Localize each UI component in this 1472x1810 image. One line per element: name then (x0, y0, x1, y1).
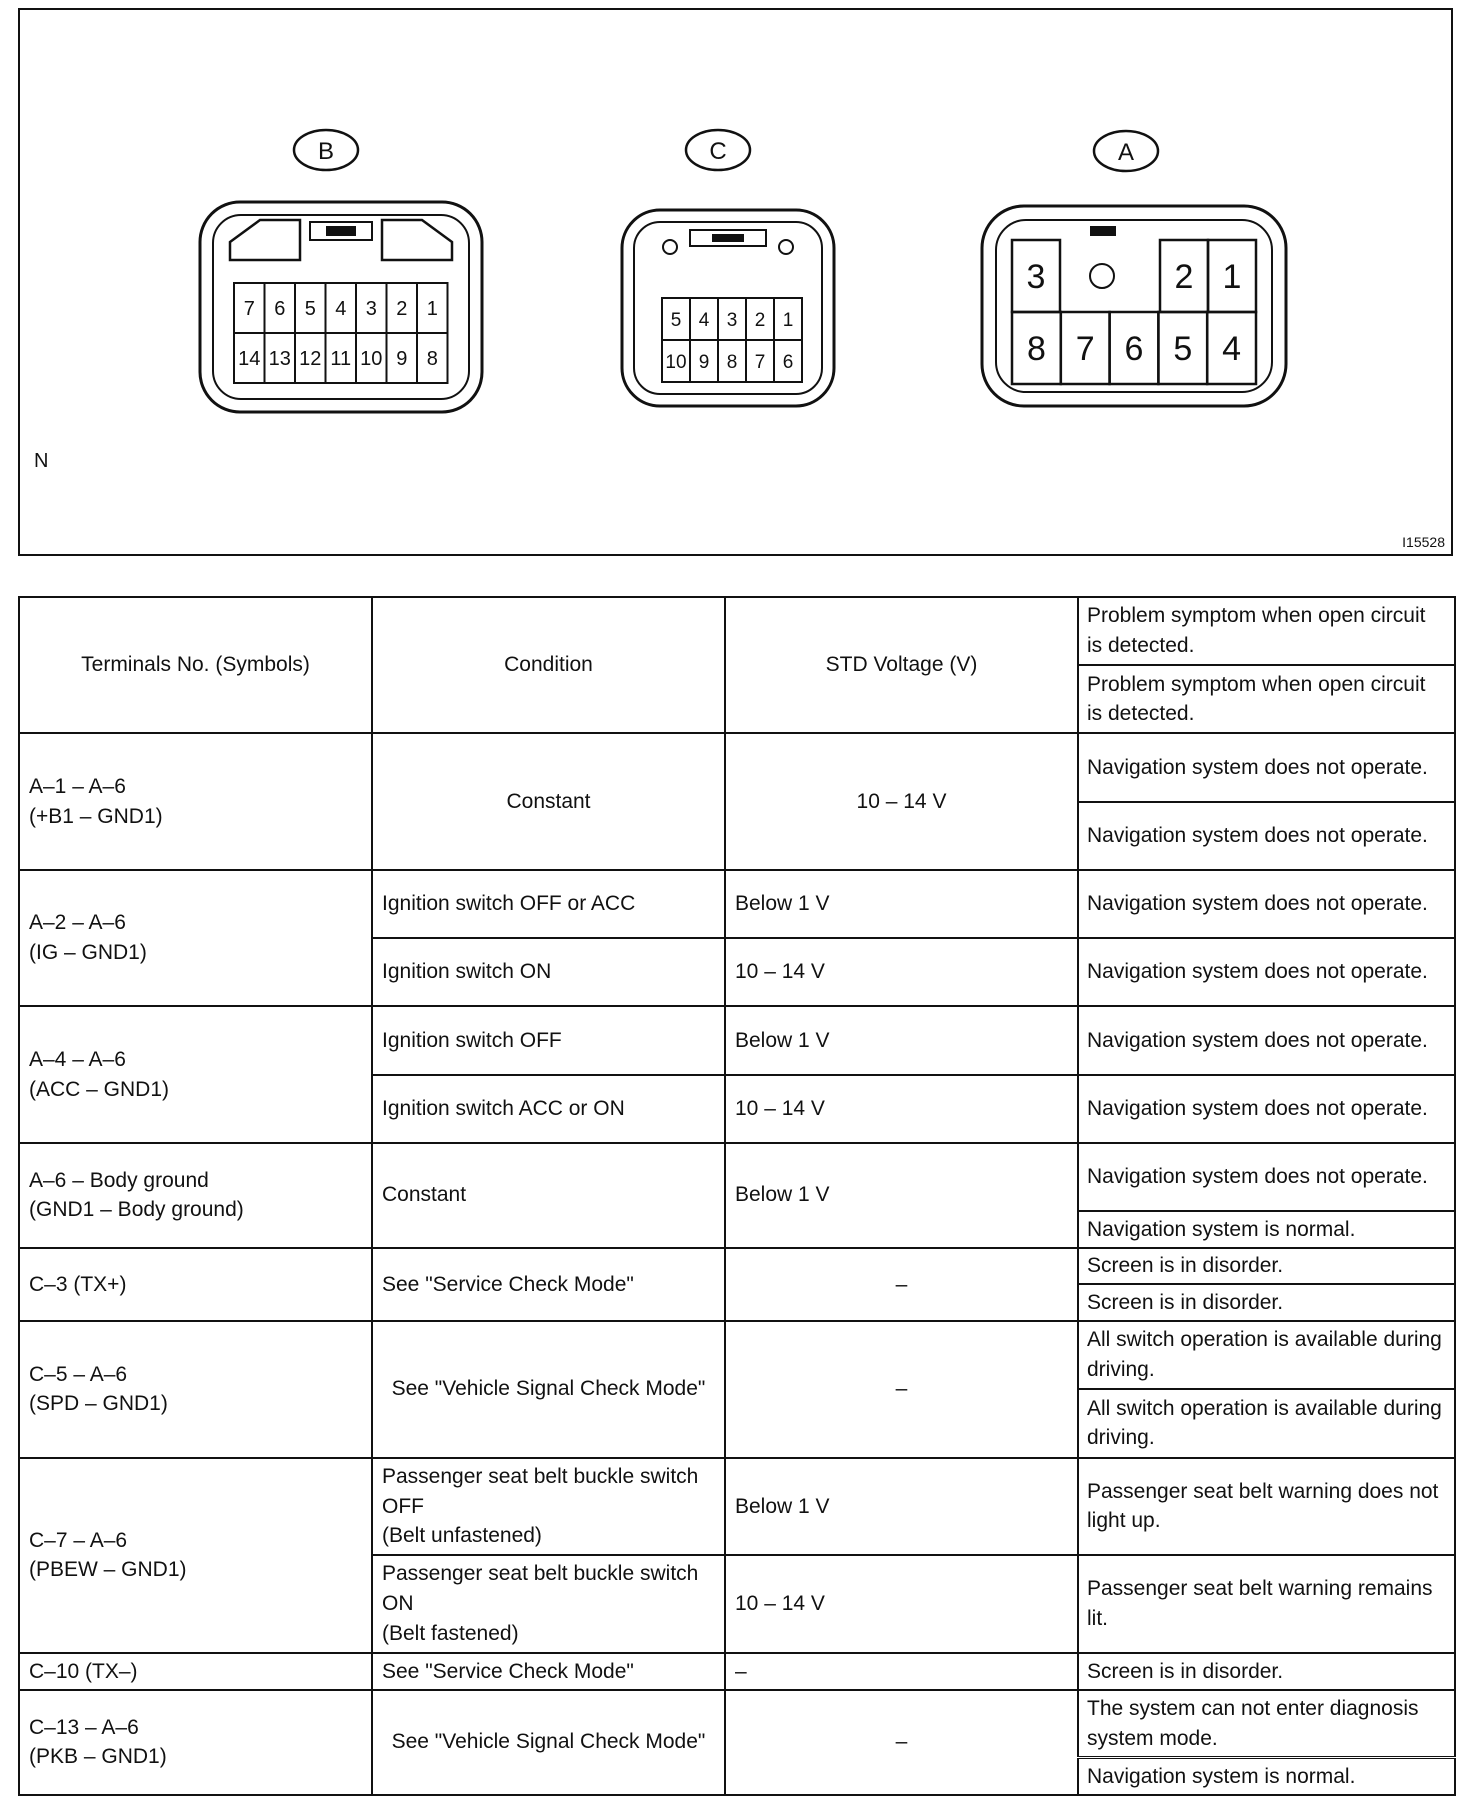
table-row (19, 1690, 1455, 1758)
cell-symptom: Navigation system does not operate. (1078, 1006, 1455, 1074)
pin-number: 2 (396, 298, 408, 321)
table-row (19, 1248, 1455, 1285)
cell-terminal: A–6 – Body ground (GND1 – Body ground) (19, 1143, 372, 1248)
pin-number: 6 (274, 298, 286, 321)
pin-number: 8 (1026, 330, 1046, 368)
connector-a-label: A (1117, 139, 1135, 166)
cell-condition: See "Vehicle Signal Check Mode" (372, 1321, 725, 1457)
cell-condition: Ignition switch OFF (372, 1006, 725, 1074)
pin-number: 7 (243, 298, 255, 321)
cell-voltage: Below 1 V (725, 1458, 1078, 1556)
cell-voltage: Below 1 V (725, 1143, 1078, 1248)
pin-number: 5 (1173, 330, 1193, 368)
pin-number: 1 (426, 298, 438, 321)
cell-symptom-1: Screen is in disorder. (1078, 1248, 1455, 1285)
pin-number: 5 (304, 298, 316, 321)
cell-symptom: Passenger seat belt warning does not light up. (1078, 1458, 1455, 1556)
header-symptom-2: Problem symptom when open circuit is detected. (1078, 665, 1455, 733)
cell-voltage: – (725, 1248, 1078, 1321)
connector-b-latch-left (230, 220, 300, 260)
pin-number: 9 (396, 348, 408, 371)
cell-voltage: 10 – 14 V (725, 1555, 1078, 1653)
connector-a-pins (1012, 240, 1256, 384)
cell-symptom: Navigation system does not operate. (1078, 1075, 1455, 1143)
header-symptom-1: Problem symptom when open circuit is detected. (1078, 597, 1455, 665)
pin-number: 1 (782, 309, 794, 331)
table-row (19, 1143, 1455, 1211)
pin-number: 1 (1222, 258, 1242, 296)
connector-b-lock-tab (326, 226, 356, 236)
figure-code: I15528 (1402, 534, 1445, 550)
cell-symptom-1: Navigation system does not operate. (1078, 1143, 1455, 1211)
pin-number: 3 (1026, 258, 1046, 296)
cell-terminal: A–1 – A–6 (+B1 – GND1) (19, 733, 372, 869)
connector-b-latch-right (382, 220, 452, 260)
table-row (19, 733, 1455, 801)
cell-terminal: C–10 (TX–) (19, 1653, 372, 1690)
pin-number: 2 (754, 309, 766, 331)
connector-c-lock-tab (712, 234, 744, 242)
table-row (19, 1321, 1455, 1389)
cell-voltage: 10 – 14 V (725, 733, 1078, 869)
cell-voltage: Below 1 V (725, 1006, 1078, 1074)
cell-symptom-2: Navigation system is normal. (1078, 1758, 1455, 1795)
cell-symptom-2: Navigation system is normal. (1078, 1211, 1455, 1248)
cell-symptom: Screen is in disorder. (1078, 1653, 1455, 1690)
pin-number: 8 (426, 348, 438, 371)
connector-c-guide-left (663, 240, 677, 254)
table-row (19, 1653, 1455, 1690)
connector-a-lock-tab (1090, 226, 1116, 236)
connector-drawing (20, 10, 1451, 554)
cell-voltage: Below 1 V (725, 870, 1078, 938)
pin-number: 6 (782, 351, 794, 373)
header-condition: Condition (372, 597, 725, 733)
header-std-voltage: STD Voltage (V) (725, 597, 1078, 733)
pin-number: 7 (1075, 330, 1095, 368)
connector-b (200, 130, 482, 412)
cell-symptom: Navigation system does not operate. (1078, 938, 1455, 1006)
pin-number: 4 (335, 298, 347, 321)
cell-voltage: 10 – 14 V (725, 938, 1078, 1006)
cell-condition: See "Service Check Mode" (372, 1653, 725, 1690)
header-terminals: Terminals No. (Symbols) (19, 597, 372, 733)
pin-number: 7 (754, 351, 766, 373)
cell-voltage: – (725, 1690, 1078, 1795)
cell-symptom: Navigation system does not operate. (1078, 870, 1455, 938)
pin-number: 3 (726, 309, 738, 331)
connector-b-pins (234, 283, 448, 383)
cell-condition: See "Service Check Mode" (372, 1248, 725, 1321)
pin-number: 12 (299, 348, 322, 371)
connector-diagram (18, 8, 1453, 556)
pin-number: 10 (665, 351, 687, 373)
connector-a-guide-hole (1090, 264, 1114, 288)
connector-a-housing (982, 206, 1286, 406)
cell-terminal: A–2 – A–6 (IG – GND1) (19, 870, 372, 1006)
connector-c-pins (662, 298, 802, 382)
pin-number: 11 (330, 348, 352, 371)
cell-condition: Ignition switch ON (372, 938, 725, 1006)
cell-condition: Constant (372, 733, 725, 869)
pin-number: 9 (698, 351, 710, 373)
cell-condition: Passenger seat belt buckle switch OFF (Belt unfastened) (372, 1458, 725, 1556)
connector-a (982, 131, 1286, 406)
pin-number: 10 (360, 348, 383, 371)
cell-voltage: 10 – 14 V (725, 1075, 1078, 1143)
cell-terminal: C–3 (TX+) (19, 1248, 372, 1321)
cell-terminal: C–7 – A–6 (PBEW – GND1) (19, 1458, 372, 1654)
cell-symptom-1: All switch operation is available during driving. (1078, 1321, 1455, 1389)
pin-number: 3 (365, 298, 377, 321)
cell-condition: Constant (372, 1143, 725, 1248)
connector-c (622, 130, 834, 406)
connector-b-label: B (317, 138, 335, 165)
pin-number: 14 (238, 348, 261, 371)
pin-number: 4 (1222, 330, 1242, 368)
cell-terminal: C–5 – A–6 (SPD – GND1) (19, 1321, 372, 1457)
terminal-voltage-table (18, 596, 1456, 1796)
table-row (19, 1006, 1455, 1074)
pin-number: 5 (670, 309, 682, 331)
cell-condition: Passenger seat belt buckle switch ON (Belt fastened) (372, 1555, 725, 1653)
cell-condition: Ignition switch OFF or ACC (372, 870, 725, 938)
north-label: N (34, 450, 49, 472)
cell-symptom-2: Navigation system does not operate. (1078, 802, 1455, 870)
connector-c-guide-right (779, 240, 793, 254)
cell-symptom: Passenger seat belt warning remains lit. (1078, 1555, 1455, 1653)
cell-symptom-2: All switch operation is available during driving. (1078, 1389, 1455, 1457)
cell-symptom-1: Navigation system does not operate. (1078, 733, 1455, 801)
cell-voltage: – (725, 1321, 1078, 1457)
pin-number: 13 (268, 348, 291, 371)
cell-symptom-1: The system can not enter diagnosis system mode. (1078, 1690, 1455, 1758)
cell-symptom-2: Screen is in disorder. (1078, 1284, 1455, 1321)
cell-terminal: A–4 – A–6 (ACC – GND1) (19, 1006, 372, 1142)
pin-number: 4 (698, 309, 710, 331)
table-row (19, 1458, 1455, 1556)
cell-voltage: – (725, 1653, 1078, 1690)
cell-condition: See "Vehicle Signal Check Mode" (372, 1690, 725, 1795)
connector-c-label: C (709, 138, 727, 165)
table-row (19, 870, 1455, 938)
cell-condition: Ignition switch ACC or ON (372, 1075, 725, 1143)
pin-number: 6 (1124, 330, 1144, 368)
cell-terminal: C–13 – A–6 (PKB – GND1) (19, 1690, 372, 1795)
pin-number: 2 (1174, 258, 1194, 296)
pin-number: 8 (726, 351, 738, 373)
